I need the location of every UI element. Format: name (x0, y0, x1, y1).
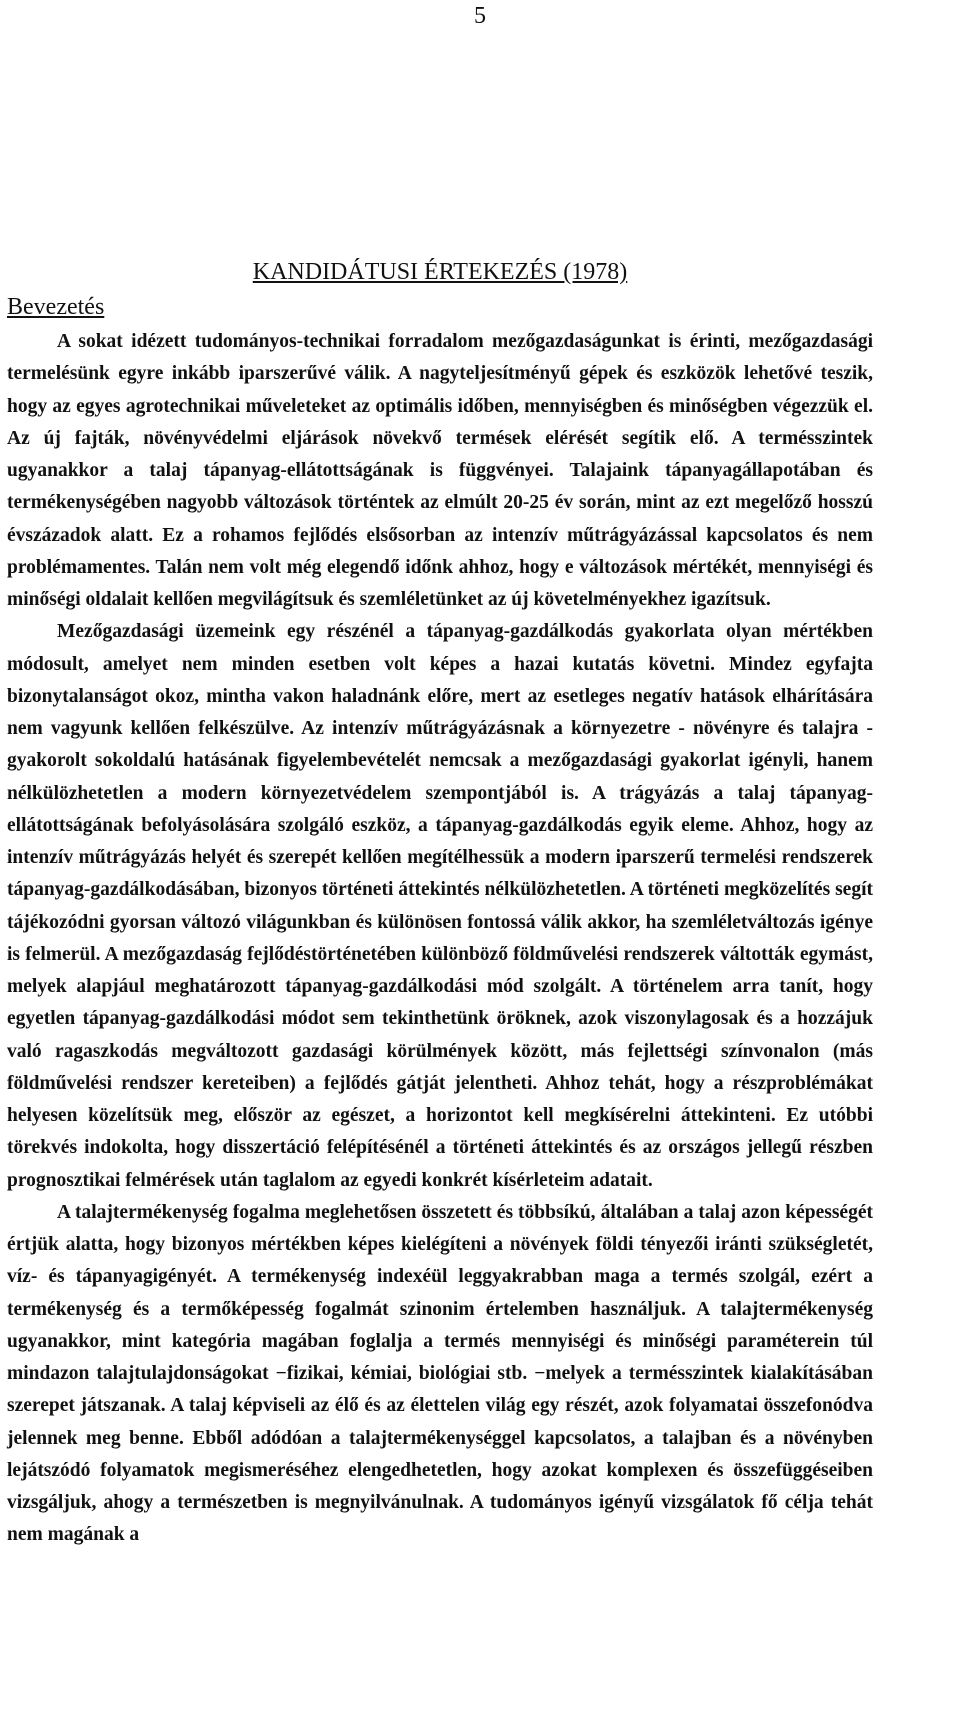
paragraph: Mezőgazdasági üzemeink egy részénél a tápanyag-gazdálkodás gyakorlata olyan mértékben módosult, amelyet nem minden esetben volt képes a hazai kutatás követni. Mindez egyfajta bizonytalanságot okoz, mintha vakon haladnánk előre, mert az esetleges negatív hatások elhárítására nem vagyunk kellően felkészülve. Az intenzív műtrágyázásnak a környezetre - növényre és talajra - gyakorolt sokoldalú hatásának figyelembevételét nemcsak a mezőgazdasági gyakorlat igényli, hanem nélkülözhetetlen a modern környezetvédelem szempontjából is. A trágyázás a talaj tápanyag-ellátottságának befolyásolására szolgáló eszköz, a tápanyag-gazdálkodás egyik eleme. Ahhoz, hogy az intenzív műtrágyázás helyét és szerepét kellően megítélhessük a modern iparszerű termelési rendszerek tápanyag-gazdálkodásában, bizonyos történeti áttekintés nélkülözhetetlen. A történeti megközelítés segít tájékozódni gyorsan változó világunkban és különösen fontossá válik akkor, ha szemléletváltozás igénye is felmerül. A mezőgazdaság fejlődéstörténetében különböző földművelési rendszerek váltották egymást, melyek alapjául meghatározott tápanyag-gazdálkodási mód szolgált. A történelem arra tanít, hogy egyetlen tápanyag-gazdálkodási módot sem tekinthetünk öröknek, azok viszonylagosak és a hozzájuk való ragaszkodás megváltozott gazdasági körülmények között, más fejlettségi színvonalon (más földművelési rendszer kereteiben) a fejlődés gátját jelentheti. Ahhoz tehát, hogy a részproblémákat helyesen közelítsük meg, először az egészet, a horizontot kell megkísérelni áttekinteni. Ez utóbbi törekvés indokolta, hogy disszertáció felépítésénél a történeti áttekintés és az országos jellegű részben prognosztikai felmérések után taglalom az egyedi konkrét kísérleteim adatait. (7, 621, 873, 1191)
body-text (7, 326, 873, 1552)
page-number: 5 (474, 3, 486, 29)
paragraph: A talajtermékenység fogalma meglehetősen összetett és többsíkú, általában a talaj azon képességét értjük alatta, hogy bizonyos mértékben képes kielégíteni a növények földi tényezői iránti szükségletét, víz- és tápanyagigényét. A termékenység indexéül leggyakrabban maga a termés szolgál, ezért a termékenység és a termőképesség fogalmát szinonim értelemben használjuk. A talajtermékenység ugyanakkor, mint kategória magában foglalja a termés mennyiségi és minőségi paraméterein túl mindazon talajtulajdonságokat −fizikai, kémiai, biológiai stb. −melyek a termésszintek kialakításában szerepet játszanak. A talaj képviseli az élő és az élettelen világ egy részét, azok folyamatai összefonódva jelennek meg benne. Ebből adódóan a talajtermékenységgel kapcsolatos, a talajban és a növényben lejátszódó folyamatok megismeréséhez elengedhetetlen, hogy azokat komplexen és összefüggéseiben vizsgáljuk, ahogy a természetben is megnyilvánulnak. A tudományos igényű vizsgálatok fő célja tehát nem magának a (7, 1201, 873, 1546)
document-title: KANDIDÁTUSI ÉRTEKEZÉS (1978) (252, 259, 628, 285)
paragraph: A sokat idézett tudományos-technikai forradalom mezőgazdaságunkat is érinti, mezőgazdasági termelésünk egyre inkább iparszerűvé válik. A nagyteljesítményű gépek és eszközök lehetővé teszik, hogy az egyes agrotechnikai műveleteket az optimális időben, mennyiségben és minőségben végezzük el. Az új fajták, növényvédelmi eljárások növekvő termések elérését segítik elő. A termésszintek ugyanakkor a talaj tápanyag-ellátottságának is függvényei. Talajaink tápanyagállapotában és termékenységében nagyobb változások történtek az elmúlt 20-25 év során, mint az ezt megelőző hosszú évszázadok alatt. Ez a rohamos fejlődés elsősorban az intenzív műtrágyázással kapcsolatos és nem problémamentes. Talán nem volt még elegendő időnk ahhoz, hogy e változások mértékét, mennyiségi és minőségi oldalait kellően megvilágítsuk és szemléletünket az új követelményekhez igazítsuk. (7, 331, 873, 610)
section-heading: Bevezetés (7, 294, 105, 320)
